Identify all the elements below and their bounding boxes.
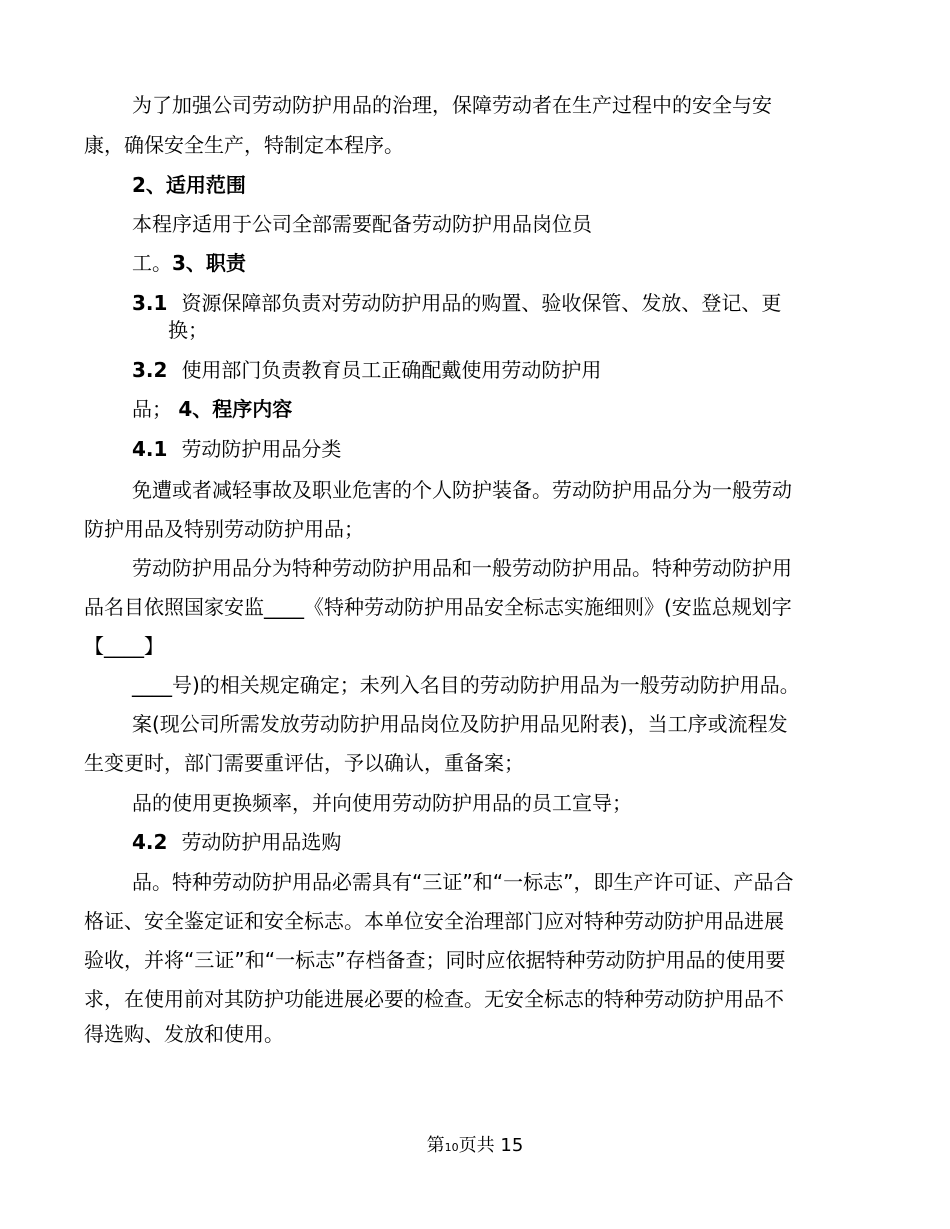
scope-line-2-text: 工。 <box>132 251 172 275</box>
footer-suffix: 页共 15 <box>458 1135 524 1156</box>
para-4-2-line-2: 格证、安全鉴定证和安全标志。本单位安全治理部门应对特种劳动防护用品进展 <box>84 909 784 933</box>
heading-procedure: 4、程序内容 <box>178 397 293 421</box>
para-4-1b-line-2: 品名目依照国家安监____《特种劳动防护用品安全标志实施细则》(安监总规划字 <box>84 595 792 619</box>
section-4-1-number: 4.1 <box>132 437 168 461</box>
intro-line-2: 康，确保安全生产，特制定本程序。 <box>84 133 404 157</box>
section-3-2 <box>132 357 601 383</box>
section-4-2-number: 4.2 <box>132 830 168 854</box>
section-4-1-title: 劳动防护用品分类 <box>181 437 342 461</box>
section-3-1-text: 资源保障部负责对劳动防护用品的购置、验收保管、发放、登记、更 <box>181 291 782 315</box>
para-4-1c-line-2: 生变更时，部门需要重评估，予以确认，重备案； <box>84 751 524 775</box>
section-3-1-number: 3.1 <box>132 291 168 315</box>
intro-line-1: 为了加强公司劳动防护用品的治理，保障劳动者在生产过程中的安全与安 <box>132 93 772 117</box>
page-footer <box>0 1134 950 1160</box>
scope-line-2 <box>132 250 246 276</box>
para-4-2-line-5: 得选购、发放和使用。 <box>84 1022 284 1046</box>
scope-line-1: 本程序适用于公司全部需要配备劳动防护用品岗位员 <box>132 212 592 236</box>
para-4-2-line-3: 验收，并将“三证”和“一标志”存档备查；同时应依据特种劳动防护用品的使用要 <box>84 948 786 972</box>
section-4-2-title: 劳动防护用品选购 <box>181 830 342 854</box>
section-3-2-line-2 <box>132 396 292 422</box>
footer-page-number: 10 <box>444 1141 459 1154</box>
section-3-2-number: 3.2 <box>132 358 168 382</box>
section-3-1 <box>132 290 781 316</box>
para-4-1d-line-1: 品的使用更换频率，并向使用劳动防护用品的员工宣导； <box>132 791 632 815</box>
para-4-1b-line-4: ____号)的相关规定确定；未列入名目的劳动防护用品为一般劳动防护用品。 <box>132 673 800 697</box>
section-3-1-line-2: 换； <box>168 318 208 342</box>
para-4-1b-line-1: 劳动防护用品分为特种劳动防护用品和一般劳动防护用品。特种劳动防护用 <box>132 556 792 580</box>
heading-duties: 3、职责 <box>172 251 246 275</box>
heading-scope: 2、适用范围 <box>132 173 246 197</box>
section-4-1 <box>132 436 341 462</box>
para-4-1b-line-3: 【____】 <box>84 634 164 658</box>
section-3-2-text: 使用部门负责教育员工正确配戴使用劳动防护用 <box>181 358 602 382</box>
para-4-2-line-4: 求，在使用前对其防护功能进展必要的检查。无安全标志的特种劳动防护用品不 <box>84 987 784 1011</box>
section-3-2-line-2-text: 品； <box>132 397 172 421</box>
para-4-1c-line-1: 案(现公司所需发放劳动防护用品岗位及防护用品见附表)，当工序或流程发 <box>132 712 788 736</box>
section-4-2 <box>132 829 341 855</box>
para-4-2-line-1: 品。特种劳动防护用品必需具有“三证”和“一标志”，即生产许可证、产品合 <box>132 870 794 894</box>
para-4-1a-line-2: 防护用品及特别劳动防护用品； <box>84 517 364 541</box>
para-4-1a-line-1: 免遭或者减轻事故及职业危害的个人防护装备。劳动防护用品分为一般劳动 <box>132 478 792 502</box>
footer-prefix: 第 <box>426 1135 445 1156</box>
